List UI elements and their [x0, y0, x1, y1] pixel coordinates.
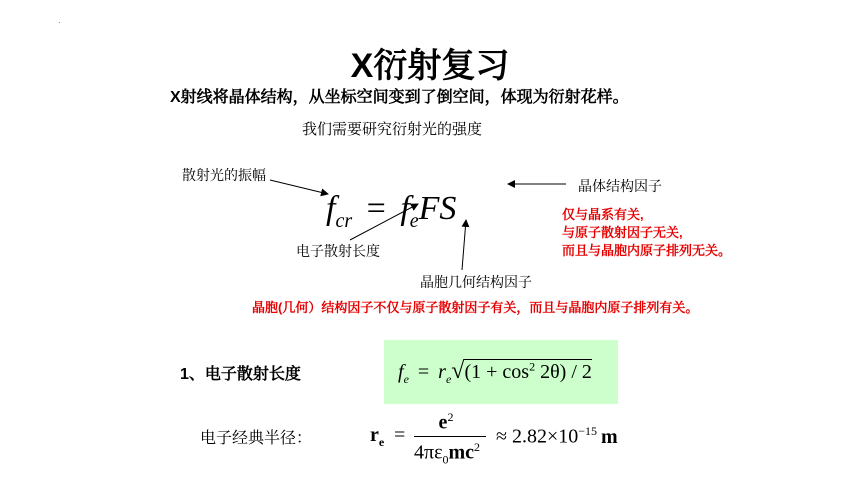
re-approx: ≈ $2.82\times 10^{-15}$ m	[496, 424, 618, 448]
red-cell-factor-note: 晶胞(几何）结构因子不仅与原子散射因子有关，而且与晶胞内原子排列有关。	[252, 300, 699, 315]
arrow-to-amplitude	[270, 180, 328, 194]
red-note-1: 仅与晶系有关,	[562, 207, 644, 222]
fe-formula: $f_e = r_e√(1 + \cos^2 2\theta) / 2$	[398, 358, 592, 386]
slide-subtitle: X射线将晶体结构，从坐标空间变到了倒空间，体现为衍射花样。	[170, 89, 629, 106]
re-eq: =	[394, 424, 406, 446]
label-cell-factor: 晶胞几何结构因子	[420, 274, 532, 290]
label-amplitude: 散射光的振幅	[182, 167, 266, 183]
label-structure-factor: 晶体结构因子	[578, 178, 662, 194]
slide-intro-line: 我们需要研究衍射光的强度	[302, 121, 483, 138]
arrow-to-cell-factor	[462, 220, 466, 270]
re-denominator: $4\pi\varepsilon_0mc^2$	[414, 440, 481, 467]
slide-corner-mark: ·	[58, 18, 61, 27]
arrow-to-electron-length	[350, 204, 418, 240]
red-note-2: 与原子散射因子无关,	[562, 225, 683, 240]
item-electron-length: 1、电子散射长度	[180, 366, 301, 383]
radius-label: 电子经典半径：	[200, 430, 313, 447]
re-numerator: $e^2$	[438, 410, 454, 434]
main-formula: $f_{cr} = f_eFS$	[326, 190, 457, 232]
label-electron-length: 电子散射长度	[296, 243, 380, 259]
re-lhs: $r_e$	[370, 424, 385, 449]
red-note-3: 而且与晶胞内原子排列无关。	[562, 243, 732, 258]
slide-title: X衍射复习	[350, 47, 510, 85]
